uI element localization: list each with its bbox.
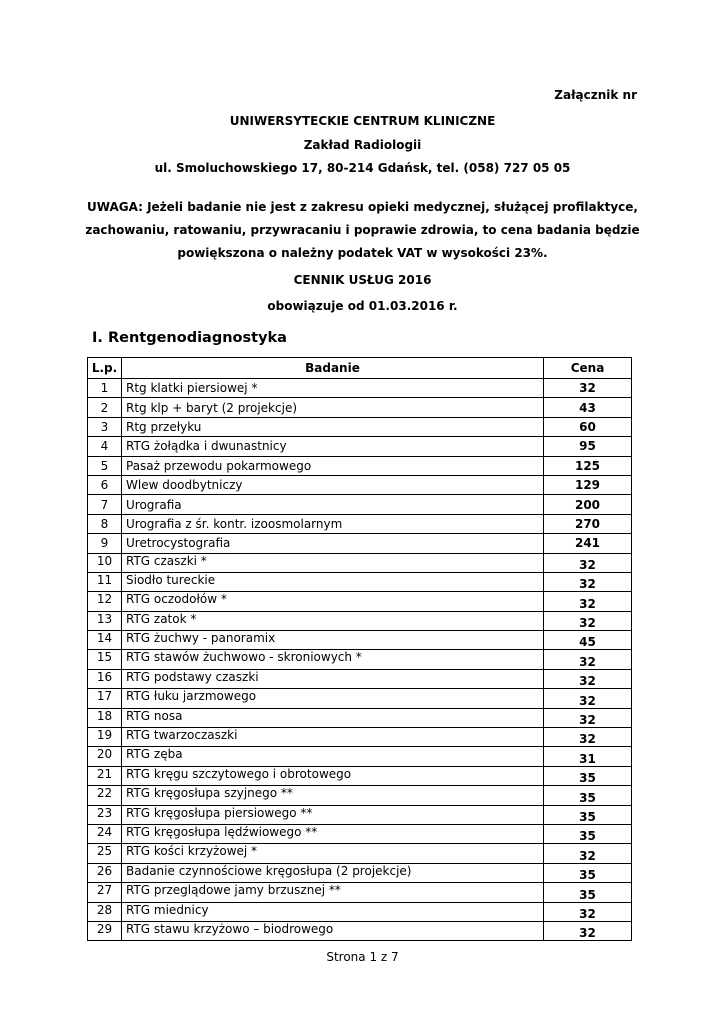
row-number: 2: [88, 398, 122, 417]
table-row: [88, 572, 632, 591]
price-list-title: CENNIK USŁUG 2016: [293, 272, 432, 287]
table-row: [88, 689, 632, 708]
page-number: Strona 1 z 7: [326, 950, 399, 964]
valid-from: obowiązuje od 01.03.2016 r.: [267, 299, 458, 313]
row-number: 11: [88, 572, 122, 591]
test-name: Rtg klp + baryt (2 projekcje): [122, 398, 544, 417]
row-number: 26: [88, 863, 122, 882]
test-price: 125: [544, 456, 632, 475]
test-name: RTG zęba: [122, 747, 544, 766]
table-row: [88, 650, 632, 669]
test-name: RTG twarzoczaszki: [122, 728, 544, 747]
row-number: 22: [88, 786, 122, 805]
table-row: [88, 611, 632, 630]
row-number: 18: [88, 708, 122, 727]
table-row: [88, 883, 632, 902]
test-name: RTG żuchwy - panoramix: [122, 631, 544, 650]
test-price: 32: [544, 728, 632, 747]
row-number: 14: [88, 631, 122, 650]
row-number: 1: [88, 379, 122, 398]
institution-address: ul. Smoluchowskiego 17, 80-214 Gdańsk, tel. (058) 727 05 05: [154, 161, 571, 175]
test-name: Urografia: [122, 495, 544, 514]
row-number: 19: [88, 728, 122, 747]
table-row: [88, 863, 632, 882]
row-number: 27: [88, 883, 122, 902]
test-name: RTG podstawy czaszki: [122, 669, 544, 688]
test-name: Pasaż przewodu pokarmowego: [122, 456, 544, 475]
test-name: RTG zatok *: [122, 611, 544, 630]
table-row: [88, 437, 632, 456]
row-number: 3: [88, 417, 122, 436]
test-price: 32: [544, 650, 632, 669]
row-number: 9: [88, 534, 122, 553]
notice-line: zachowaniu, ratowaniu, przywracaniu i poprawie zdrowia, to cena badania będzie: [85, 222, 640, 237]
test-price: 200: [544, 495, 632, 514]
test-price: 32: [544, 379, 632, 398]
table-row: [88, 398, 632, 417]
row-number: 10: [88, 553, 122, 572]
row-number: 20: [88, 747, 122, 766]
table-row: [88, 921, 632, 940]
test-price: 32: [544, 553, 632, 572]
row-number: 5: [88, 456, 122, 475]
table-row: [88, 495, 632, 514]
vat-notice: [0, 196, 725, 265]
table-row: [88, 379, 632, 398]
price-table: [87, 357, 632, 941]
row-number: 23: [88, 805, 122, 824]
notice-line: powiększona o należny podatek VAT w wysokości 23%.: [177, 245, 548, 260]
test-price: 60: [544, 417, 632, 436]
table-row: [88, 631, 632, 650]
table-row: [88, 417, 632, 436]
row-number: 29: [88, 921, 122, 940]
row-number: 8: [88, 514, 122, 533]
test-price: 32: [544, 592, 632, 611]
document-header: [0, 110, 725, 319]
test-price: 35: [544, 766, 632, 785]
test-price: 129: [544, 475, 632, 494]
table-row: [88, 902, 632, 921]
test-name: RTG łuku jarzmowego: [122, 689, 544, 708]
test-price: 32: [544, 572, 632, 591]
test-price: 32: [544, 844, 632, 863]
test-price: 32: [544, 669, 632, 688]
table-row: [88, 786, 632, 805]
table-row: [88, 534, 632, 553]
institution-name: UNIWERSYTECKIE CENTRUM KLINICZNE: [229, 114, 496, 128]
test-price: 32: [544, 921, 632, 940]
test-price: 32: [544, 902, 632, 921]
test-name: RTG czaszki *: [122, 553, 544, 572]
table-row: [88, 728, 632, 747]
row-number: 4: [88, 437, 122, 456]
test-price: 270: [544, 514, 632, 533]
row-number: 6: [88, 475, 122, 494]
column-header-price: Cena: [544, 358, 632, 379]
test-name: RTG nosa: [122, 708, 544, 727]
test-name: RTG przeglądowe jamy brzusznej **: [122, 883, 544, 902]
test-price: 45: [544, 631, 632, 650]
test-price: 241: [544, 534, 632, 553]
column-header-lp: L.p.: [88, 358, 122, 379]
row-number: 15: [88, 650, 122, 669]
test-price: 35: [544, 786, 632, 805]
test-price: 32: [544, 708, 632, 727]
column-header-test: Badanie: [122, 358, 544, 379]
row-number: 7: [88, 495, 122, 514]
test-price: 43: [544, 398, 632, 417]
test-name: RTG stawów żuchwowo - skroniowych *: [122, 650, 544, 669]
test-name: Wlew doodbytniczy: [122, 475, 544, 494]
test-name: Rtg klatki piersiowej *: [122, 379, 544, 398]
department-name: Zakład Radiologii: [303, 137, 422, 152]
table-row: [88, 456, 632, 475]
test-name: RTG stawu krzyżowo – biodrowego: [122, 921, 544, 940]
test-name: RTG kości krzyżowej *: [122, 844, 544, 863]
test-name: Badanie czynnościowe kręgosłupa (2 projekcje): [122, 863, 544, 882]
test-name: RTG kręgosłupa szyjnego **: [122, 786, 544, 805]
test-name: Urografia z śr. kontr. izoosmolarnym: [122, 514, 544, 533]
test-price: 32: [544, 689, 632, 708]
test-price: 35: [544, 883, 632, 902]
test-name: RTG kręgosłupa lędźwiowego **: [122, 824, 544, 843]
test-price: 95: [544, 437, 632, 456]
test-name: RTG kręgu szczytowego i obrotowego: [122, 766, 544, 785]
test-price: 32: [544, 611, 632, 630]
row-number: 21: [88, 766, 122, 785]
test-name: Rtg przełyku: [122, 417, 544, 436]
notice-line: UWAGA: Jeżeli badanie nie jest z zakresu opieki medycznej, służącej profilaktyce,: [87, 199, 638, 214]
row-number: 16: [88, 669, 122, 688]
table-header-row: [88, 358, 632, 379]
price-table-body: [88, 379, 632, 941]
row-number: 24: [88, 824, 122, 843]
table-row: [88, 766, 632, 785]
row-number: 12: [88, 592, 122, 611]
test-name: RTG kręgosłupa piersiowego **: [122, 805, 544, 824]
test-price: 35: [544, 805, 632, 824]
table-row: [88, 553, 632, 572]
table-row: [88, 747, 632, 766]
test-name: RTG oczodołów *: [122, 592, 544, 611]
row-number: 28: [88, 902, 122, 921]
row-number: 13: [88, 611, 122, 630]
row-number: 17: [88, 689, 122, 708]
test-name: Siodło tureckie: [122, 572, 544, 591]
annex-label: Załącznik nr: [554, 88, 637, 102]
table-row: [88, 475, 632, 494]
table-row: [88, 805, 632, 824]
table-row: [88, 669, 632, 688]
row-number: 25: [88, 844, 122, 863]
table-row: [88, 514, 632, 533]
table-row: [88, 592, 632, 611]
section-title: I. Rentgenodiagnostyka: [92, 330, 287, 346]
test-name: RTG miednicy: [122, 902, 544, 921]
test-price: 35: [544, 824, 632, 843]
table-row: [88, 708, 632, 727]
table-row: [88, 844, 632, 863]
test-price: 35: [544, 863, 632, 882]
test-name: Uretrocystografia: [122, 534, 544, 553]
test-name: RTG żołądka i dwunastnicy: [122, 437, 544, 456]
test-price: 31: [544, 747, 632, 766]
table-row: [88, 824, 632, 843]
